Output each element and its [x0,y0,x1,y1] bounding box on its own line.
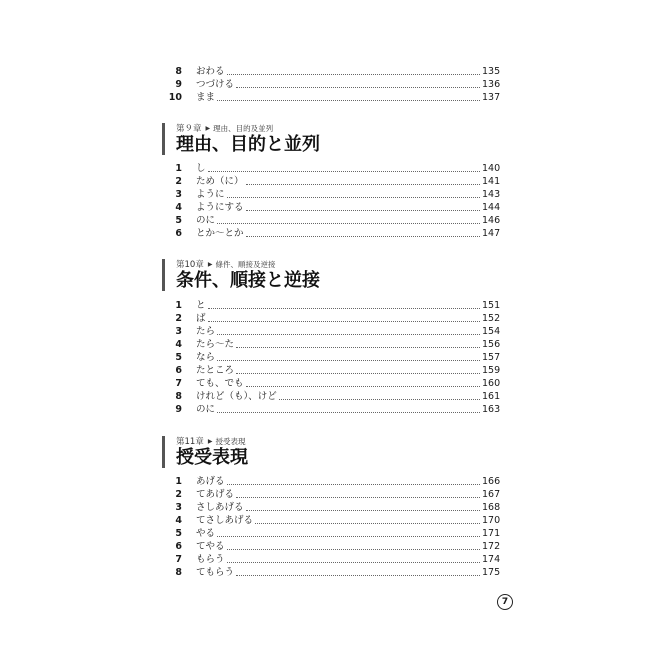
entry-title: まま [196,92,216,103]
dot-leader [236,497,480,498]
entry-number: 9 [175,404,182,415]
dot-leader [208,308,480,309]
toc-entry[interactable] [160,527,500,540]
toc-entry[interactable] [160,78,500,91]
entry-title: ため（に） [196,176,244,187]
entry-number: 4 [175,202,182,213]
entry-number: 6 [175,228,182,239]
entry-title: のに [196,404,216,415]
entry-number: 4 [175,515,182,526]
entry-title: もらう [196,554,225,565]
entry-number: 9 [175,79,182,90]
dot-leader [227,562,480,563]
entry-title: ば [196,313,206,324]
toc-entry[interactable] [160,566,500,579]
entry-number: 6 [175,365,182,376]
toc-entry[interactable] [160,351,500,364]
dot-leader [236,373,480,374]
entry-page: 151 [482,300,501,311]
entry-number: 8 [175,567,182,578]
dot-leader [217,360,480,361]
toc-entry[interactable] [160,540,500,553]
chapter-number: 第９章 [176,124,202,134]
entry-page: 157 [482,352,501,363]
toc-entry[interactable] [160,201,500,214]
dot-leader [246,210,480,211]
dot-leader [246,510,480,511]
entry-title: さしあげる [196,502,244,513]
chapter-11-list [160,475,500,579]
entry-number: 10 [168,92,182,103]
entry-page: 144 [482,202,501,213]
entry-page: 146 [482,215,501,226]
entry-page: 143 [482,189,501,200]
entry-number: 2 [175,176,182,187]
entry-title: おわる [196,66,225,77]
entry-number: 6 [175,541,182,552]
entry-title: てあげる [196,489,235,500]
entry-number: 1 [175,300,182,311]
chapter-subtitle: 理由、目的及並列 [213,124,274,133]
entry-title: たところ [196,365,235,376]
toc-entry[interactable] [160,325,500,338]
entry-number: 3 [175,326,182,337]
entry-page: 160 [482,378,501,389]
chapter-9-list [160,162,500,240]
entry-page: 154 [482,326,501,337]
chapter-subtitle: 條件、順接及逆接 [215,260,276,269]
entry-page: 172 [482,541,501,552]
triangle-right-icon: ▶ [205,125,211,132]
entry-title: てやる [196,541,225,552]
toc-entry[interactable] [160,65,500,78]
toc-entry[interactable] [160,390,500,403]
entry-page: 135 [482,66,501,77]
chapter-title: 理由、目的と並列 [176,134,320,155]
page-number-badge: 7 [497,594,513,610]
dot-leader [208,321,480,322]
toc-entry[interactable] [160,377,500,390]
entry-title: なら [196,352,216,363]
entry-title: ても、でも [196,378,244,389]
toc-entry[interactable] [160,227,500,240]
entry-title: ようにする [196,202,244,213]
dot-leader [255,523,480,524]
entry-title: てさしあげる [196,515,254,526]
chapter-10-list [160,299,500,416]
chapter-number: 第10章 [176,260,204,270]
dot-leader [227,549,480,550]
entry-page: 170 [482,515,501,526]
entry-title: やる [196,528,216,539]
entry-page: 161 [482,391,501,402]
dot-leader [236,87,480,88]
entry-page: 163 [482,404,501,415]
entry-title: たら [196,326,216,337]
dot-leader [279,399,480,400]
toc-entry[interactable] [160,162,500,175]
entry-page: 147 [482,228,501,239]
entry-title: ように [196,189,225,200]
entry-title: あげる [196,476,225,487]
chapter-title: 授受表現 [176,447,248,468]
entry-page: 152 [482,313,501,324]
dot-leader [236,575,480,576]
entry-page: 166 [482,476,501,487]
chapter-number: 第11章 [176,437,204,447]
dot-leader [227,484,480,485]
entry-title: とか～とか [196,228,244,239]
dot-leader [217,100,480,101]
dot-leader [246,236,480,237]
toc-entry[interactable] [160,514,500,527]
dot-leader [217,536,480,537]
entry-number: 1 [175,163,182,174]
toc-entry[interactable] [160,501,500,514]
toc-entry[interactable] [160,364,500,377]
toc-entry[interactable] [160,175,500,188]
toc-entry[interactable] [160,338,500,351]
entry-page: 171 [482,528,501,539]
entry-page: 175 [482,567,501,578]
toc-entry[interactable] [160,475,500,488]
entry-page: 136 [482,79,501,90]
dot-leader [227,74,480,75]
entry-title: と [196,300,206,311]
chapter-bar [162,259,165,291]
entry-number: 2 [175,489,182,500]
toc-list-continued [160,65,500,104]
toc-entry[interactable] [160,488,500,501]
chapter-title: 条件、順接と逆接 [176,270,320,291]
entry-number: 5 [175,352,182,363]
entry-number: 8 [175,391,182,402]
entry-number: 5 [175,528,182,539]
dot-leader [217,412,480,413]
toc-entry[interactable] [160,312,500,325]
chapter-subtitle: 授受表現 [215,437,246,446]
entry-title: てもらう [196,567,235,578]
toc-entry[interactable] [160,214,500,227]
entry-page: 174 [482,554,501,565]
entry-page: 137 [482,92,501,103]
dot-leader [208,171,480,172]
entry-number: 4 [175,339,182,350]
chapter-bar [162,123,165,155]
toc-entry[interactable] [160,91,500,104]
entry-page: 159 [482,365,501,376]
entry-number: 7 [175,554,182,565]
entry-page: 141 [482,176,501,187]
toc-entry[interactable] [160,403,500,416]
dot-leader [246,184,480,185]
entry-title: けれど（も）、けど [196,391,277,402]
entry-number: 1 [175,476,182,487]
entry-title: し [196,163,206,174]
entry-number: 2 [175,313,182,324]
entry-title: たら～た [196,339,235,350]
toc-entry[interactable] [160,188,500,201]
triangle-right-icon: ▶ [207,438,213,445]
entry-title: のに [196,215,216,226]
triangle-right-icon: ▶ [207,261,213,268]
entry-page: 156 [482,339,501,350]
entry-page: 140 [482,163,501,174]
toc-entry[interactable] [160,299,500,312]
dot-leader [236,347,480,348]
dot-leader [246,386,480,387]
entry-number: 5 [175,215,182,226]
entry-number: 3 [175,502,182,513]
toc-entry[interactable] [160,553,500,566]
dot-leader [217,334,480,335]
entry-page: 168 [482,502,501,513]
entry-title: つづける [196,79,235,90]
dot-leader [227,197,480,198]
dot-leader [217,223,480,224]
chapter-bar [162,436,165,468]
entry-number: 8 [175,66,182,77]
entry-number: 3 [175,189,182,200]
entry-page: 167 [482,489,501,500]
entry-number: 7 [175,378,182,389]
